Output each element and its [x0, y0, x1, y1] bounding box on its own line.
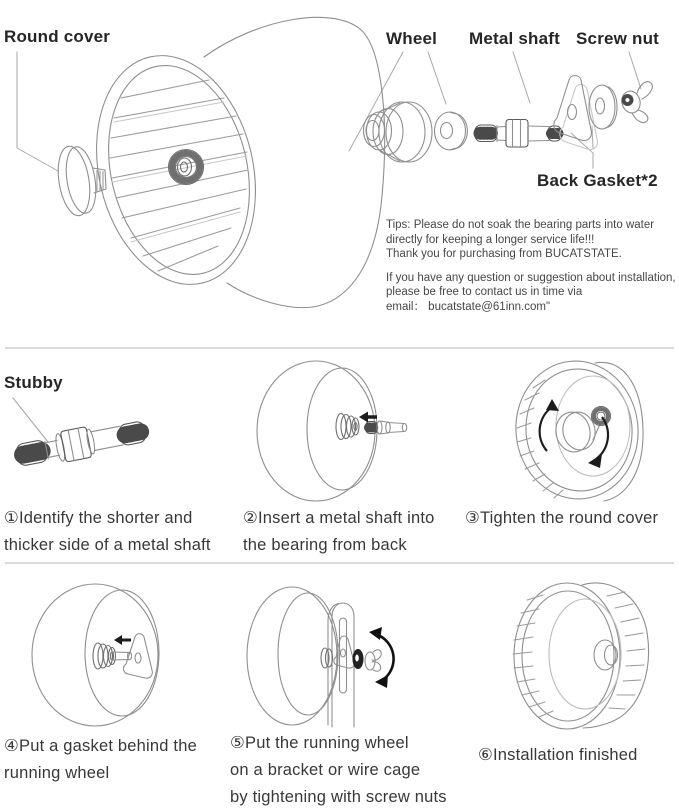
step-line: ③Tighten the round cover: [465, 509, 659, 527]
round-cover-drawing: [54, 144, 106, 218]
metal-shaft-drawing: [475, 120, 561, 148]
mount-on-bracket-illustration: [228, 575, 458, 750]
stubby-shaft-illustration: [0, 372, 170, 487]
step-line: ②Insert a metal shaft into: [243, 509, 435, 527]
step-1-text: [4, 505, 211, 559]
tips-line: Thank you for purchasing from BUCATSTATE.: [386, 248, 622, 260]
step-2-text: [243, 505, 435, 559]
wheel-bearing-part-drawing: [364, 102, 433, 162]
shaft-tip-drawing: [366, 421, 407, 434]
tips-email: email： bucatstate@61inn.com": [386, 300, 551, 313]
arrow-left-icon: [114, 635, 131, 645]
step-line: ①Identify the shorter and: [4, 509, 193, 527]
step-line: on a bracket or wire cage: [230, 761, 421, 779]
wing-nut-drawing: [353, 649, 382, 671]
step-line: ④Put a gasket behind the: [4, 737, 197, 755]
step-line: running wheel: [4, 764, 110, 782]
wing-nut-drawing: [619, 82, 652, 123]
step-line: ⑤Put the running wheel: [230, 734, 409, 752]
stubby-label: Stubby: [4, 373, 63, 392]
step-3-text: [465, 505, 658, 532]
bearing-drawing: [336, 414, 359, 440]
tips-line: Tips: Please do not soak the bearing parts into water: [386, 219, 655, 231]
round-cover-label: Round cover: [4, 27, 111, 46]
step-4-text: [4, 733, 197, 787]
tips-line: directly for keeping a longer service life!!!: [386, 233, 595, 246]
leader-lines: [17, 52, 641, 171]
tighten-cover-illustration: [455, 350, 679, 510]
gasket-behind-wheel-illustration: [0, 575, 230, 735]
wheel-label: Wheel: [386, 29, 438, 48]
back-gasket-label: Back Gasket*2: [537, 171, 658, 190]
tips-line: If you have any question or suggestion about installation,: [386, 271, 676, 284]
step-line: the bearing from back: [243, 536, 407, 554]
finished-wheel-illustration: [455, 568, 679, 738]
tips-block: [386, 218, 679, 314]
tips-line: please be free to contact us in time via: [386, 286, 583, 298]
bracket-drawing: [328, 603, 354, 727]
back-gasket-drawing: [554, 76, 617, 150]
step-line: by tightening with screw nuts: [230, 788, 447, 806]
bearing-drawing: [93, 643, 116, 669]
running-wheel-drawing: [75, 17, 385, 307]
section-divider: [5, 562, 674, 564]
section-divider: [5, 347, 674, 349]
step-6-text: [478, 742, 638, 769]
wheel-hub-bearing: [169, 150, 204, 185]
insert-shaft-illustration: [230, 355, 455, 505]
metal-shaft-label: Metal shaft: [469, 29, 560, 48]
spacer-washer-drawing: [435, 112, 468, 150]
step-line: ⑥Installation finished: [478, 746, 638, 764]
bearing-drawing: [321, 648, 333, 668]
round-cover-in-place: [552, 407, 610, 456]
screw-nut-label: Screw nut: [576, 29, 660, 48]
step-line: thicker side of a metal shaft: [4, 536, 211, 554]
